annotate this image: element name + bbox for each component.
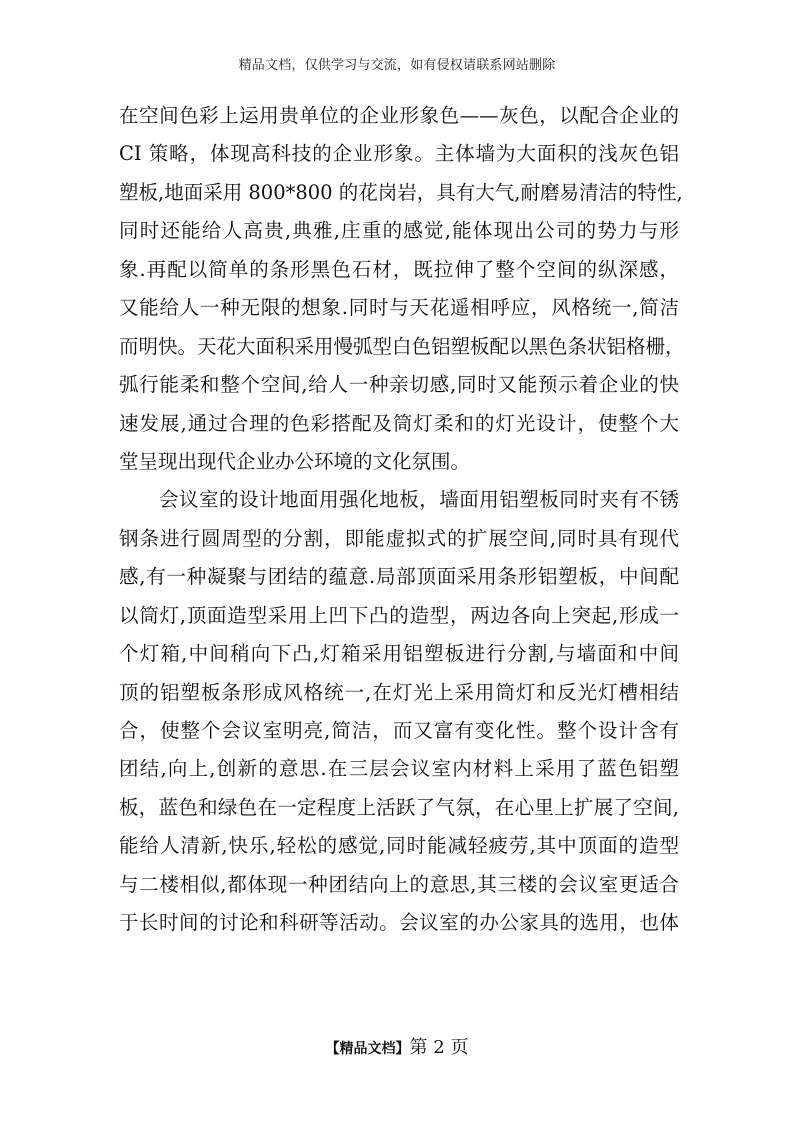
text-line: 钢条进行圆周型的分割，即能虚拟式的扩展空间,同时具有现代 [119,526,679,550]
text-line: 塑板,地面采用 800*800 的花岗岩，具有大气,耐磨易清洁的特性, [119,180,683,204]
text-line: 速发展,通过合理的色彩搭配及筒灯柔和的灯光设计，使整个大 [119,411,679,435]
text-line: 又能给人一种无限的想象.同时与天花遥相呼应，风格统一,简洁 [119,296,679,320]
text-line: 合，使整个会议室明亮,简洁，而又富有变化性。整个设计含有 [119,719,679,742]
text-line: 板，蓝色和绿色在一定程度上活跃了气氛，在心里上扩展了空间, [119,795,679,819]
text-line: 在空间色彩上运用贵单位的企业形象色——灰色，以配合企业的 [119,104,679,127]
text-line: 团结,向上,创新的意思.在三层会议室内材料上采用了蓝色铝塑 [119,757,679,781]
text-line: 感,有一种凝聚与团结的蕴意.局部顶面采用条形铝塑板，中间配 [119,565,679,589]
text-line: 会议室的设计地面用强化地板，墙面用铝塑板同时夹有不锈 [159,488,679,512]
text-line: 与二楼相似,都体现一种团结向上的意思,其三楼的会议室更适合 [119,872,679,896]
text-line: 个灯箱,中间稍向下凸,灯箱采用铝塑板进行分割,与墙面和中间 [119,642,679,666]
document-body [119,97,685,943]
footer-tag: 【精品文档】 [325,1041,410,1057]
text-line: 象.再配以简单的条形黑色石材，既拉伸了整个空间的纵深感， [119,257,679,281]
paragraph-meeting-room [119,481,679,942]
text-line: 以筒灯,顶面造型采用上凹下凸的造型，两边各向上突起,形成一 [119,603,679,627]
text-line: 顶的铝塑板条形成风格统一,在灯光上采用筒灯和反光灯槽相结 [119,680,679,704]
text-line: 弧行能柔和整个空间,给人一种亲切感,同时又能预示着企业的快 [119,373,679,397]
text-line: CI 策略，体现高科技的企业形象。主体墙为大面积的浅灰色铝 [119,142,679,166]
page-number: 第 2 页 [409,1037,469,1058]
paragraph-lobby [119,97,685,481]
page-footer [0,1033,794,1059]
text-line: 而明快。天花大面积采用慢弧型白色铝塑板配以黑色条状铝格栅， [119,334,685,358]
text-line: 堂呈现出现代企业办公环境的文化氛围。 [119,449,471,473]
text-line: 同时还能给人高贵,典雅,庄重的感觉,能体现出公司的势力与形 [119,219,679,243]
page-header: 精品文档，仅供学习与交流，如有侵权请联系网站删除 [238,58,556,73]
text-line: 能给人清新,快乐,轻松的感觉,同时能减轻疲劳,其中顶面的造型 [119,834,679,858]
text-line: 于长时间的讨论和科研等活动。会议室的办公家具的选用，也体 [119,911,679,935]
